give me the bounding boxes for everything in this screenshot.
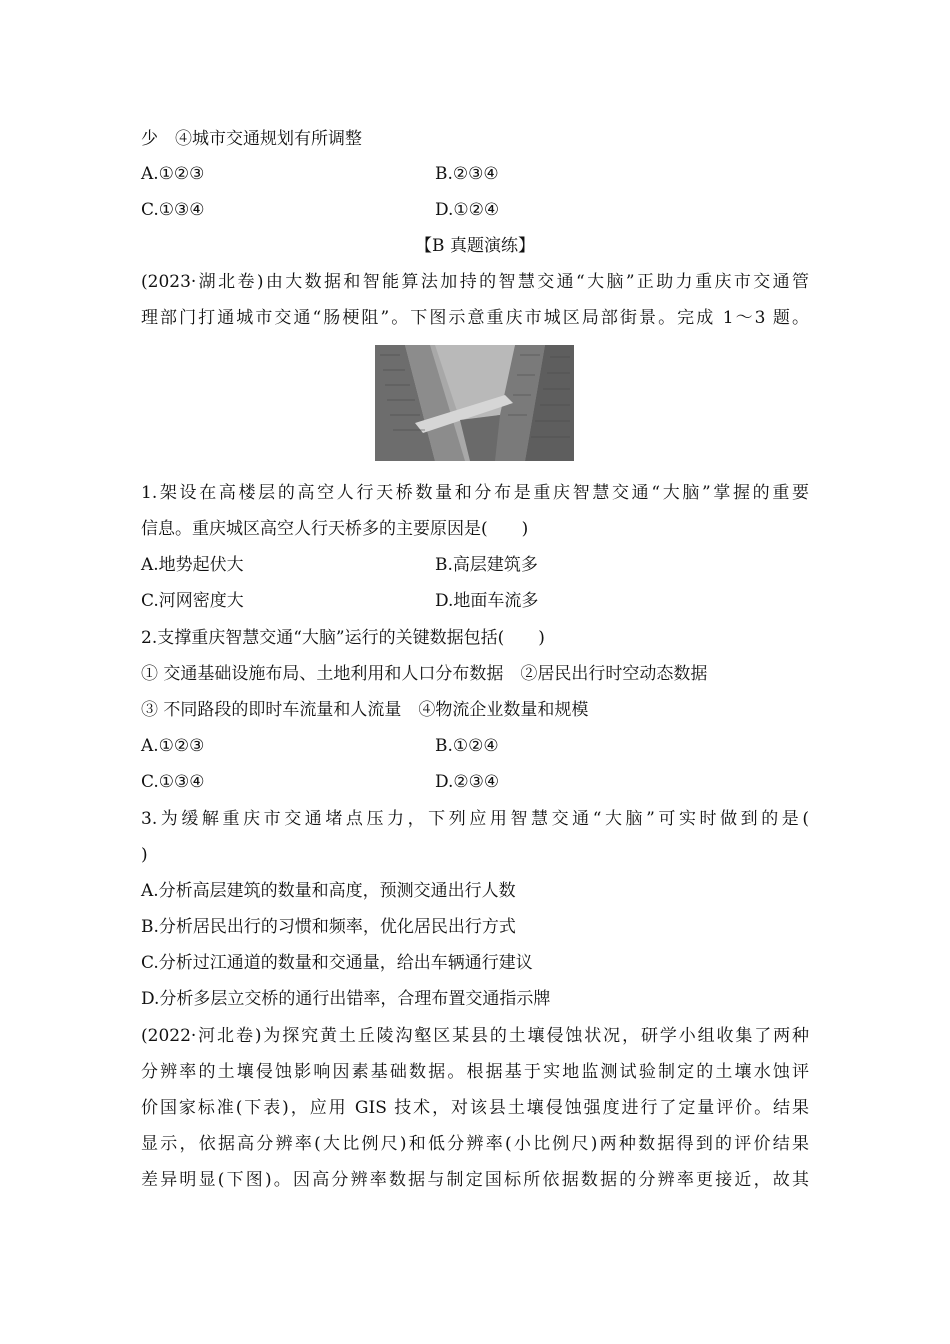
q3-option-a: A.分析高层建筑的数量和高度，预测交通出行人数 xyxy=(141,881,516,901)
q3-line1: 3.为缓解重庆市交通堵点压力，下列应用智慧交通“大脑”可实时做到的是( xyxy=(141,809,809,829)
q3-option-b: B.分析居民出行的习惯和频率，优化居民出行方式 xyxy=(141,917,516,937)
prev-option-c: C.①③④ xyxy=(141,200,205,220)
intro1-line2: 理部门打通城市交通“肠梗阻”。下图示意重庆市城区局部街景。完成 1～3 题。 xyxy=(141,308,809,328)
intro2-line2: 分辨率的土壤侵蚀影响因素基础数据。根据基于实地监测试验制定的土壤水蚀评 xyxy=(141,1062,809,1082)
q2-stem: 2.支撑重庆智慧交通“大脑”运行的关键数据包括( ) xyxy=(141,628,545,648)
q2-items2: ③ 不同路段的即时车流量和人流量 ④物流企业数量和规模 xyxy=(141,700,589,720)
prev-option-d: D.①②④ xyxy=(435,200,500,220)
prev-option-a: A.①②③ xyxy=(141,164,205,184)
q1-line2: 信息。重庆城区高空人行天桥多的主要原因是( ) xyxy=(141,519,529,539)
q1-option-c: C.河网密度大 xyxy=(141,591,244,611)
q1-option-a: A.地势起伏大 xyxy=(141,555,244,575)
q2-items1: ① 交通基础设施布局、土地利用和人口分布数据 ②居民出行时空动态数据 xyxy=(141,664,708,684)
q3-line2: ) xyxy=(141,845,148,865)
q2-option-d: D.②③④ xyxy=(435,772,500,792)
intro2-line1: (2022·河北卷)为探究黄土丘陵沟壑区某县的土壤侵蚀状况，研学小组收集了两种 xyxy=(141,1026,809,1046)
intro2-line5: 差异明显(下图)。因高分辨率数据与制定国标所依据数据的分辨率更接近，故其 xyxy=(141,1170,809,1190)
intro2-line4: 显示，依据高分辨率(大比例尺)和低分辨率(小比例尺)两种数据得到的评价结果 xyxy=(141,1134,809,1154)
q1-line1: 1.架设在高楼层的高空人行天桥数量和分布是重庆智慧交通“大脑”掌握的重要 xyxy=(141,483,809,503)
prev-option-b: B.②③④ xyxy=(435,164,499,184)
q1-option-d: D.地面车流多 xyxy=(435,591,539,611)
q2-option-a: A.①②③ xyxy=(141,736,205,756)
prev-question-tail: 少 ④城市交通规划有所调整 xyxy=(141,129,362,149)
q3-option-c: C.分析过江通道的数量和交通量，给出车辆通行建议 xyxy=(141,953,533,973)
section-title: 【B 真题演练】 xyxy=(415,236,535,256)
intro2-line3: 价国家标准(下表)，应用 GIS 技术，对该县土壤侵蚀强度进行了定量评价。结果 xyxy=(141,1098,809,1118)
q2-option-c: C.①③④ xyxy=(141,772,205,792)
q2-option-b: B.①②④ xyxy=(435,736,499,756)
street-photo xyxy=(375,345,574,461)
q1-option-b: B.高层建筑多 xyxy=(435,555,538,575)
intro1-line1: (2023·湖北卷)由大数据和智能算法加持的智慧交通“大脑”正助力重庆市交通管 xyxy=(141,272,809,292)
q3-option-d: D.分析多层立交桥的通行出错率，合理布置交通指示牌 xyxy=(141,989,551,1009)
